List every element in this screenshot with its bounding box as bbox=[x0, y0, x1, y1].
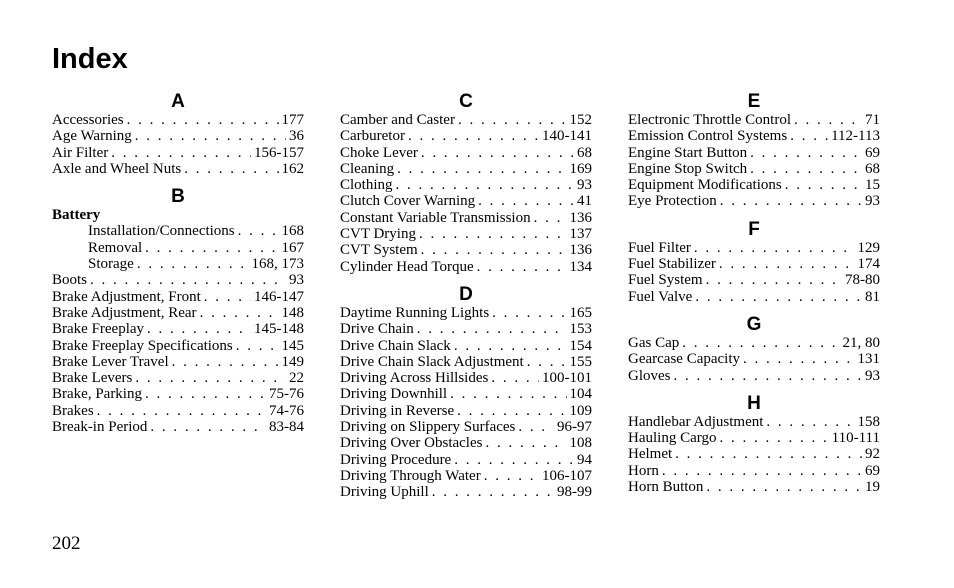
entry-name: Fuel System bbox=[628, 272, 703, 289]
entry-name: Cleaning bbox=[340, 160, 395, 177]
entry-name: Gloves bbox=[628, 367, 671, 384]
index-entry bbox=[52, 161, 304, 177]
entry-page: 108 bbox=[569, 435, 592, 452]
entry-page: 153 bbox=[569, 321, 592, 338]
dot-leader bbox=[477, 259, 567, 275]
entry-page: 129 bbox=[857, 239, 880, 256]
dot-leader bbox=[675, 446, 862, 462]
entry-page: 165 bbox=[569, 304, 592, 321]
entry-name: Camber and Caster bbox=[340, 112, 455, 128]
index-entry bbox=[628, 128, 880, 144]
index-entry bbox=[628, 145, 880, 161]
entry-page: 68 bbox=[865, 160, 880, 177]
entry-page: 136 bbox=[569, 242, 592, 259]
index-entry bbox=[628, 193, 880, 209]
index-entry bbox=[52, 403, 304, 419]
index-entry bbox=[340, 484, 592, 500]
index-entry bbox=[52, 305, 304, 321]
section-spacer bbox=[628, 305, 880, 314]
entry-name: Gearcase Capacity bbox=[628, 351, 741, 368]
entry-page: 110-111 bbox=[831, 430, 880, 447]
entry-name: Handlebar Adjustment bbox=[628, 413, 764, 430]
entry-name: Fuel Filter bbox=[628, 239, 691, 256]
entry-name: Gas Cap bbox=[628, 334, 680, 351]
section-letter: C bbox=[459, 91, 473, 112]
section-letter: H bbox=[747, 392, 761, 414]
dot-leader bbox=[397, 161, 566, 177]
dot-leader bbox=[743, 351, 854, 367]
index-entry bbox=[340, 354, 592, 370]
entry-page: 137 bbox=[569, 226, 592, 243]
index-entry bbox=[340, 112, 592, 128]
index-entry bbox=[340, 305, 592, 321]
dot-leader bbox=[478, 193, 574, 209]
index-entry bbox=[340, 145, 592, 161]
index-entry bbox=[52, 386, 304, 402]
entry-page: 131 bbox=[857, 351, 880, 368]
index-entry bbox=[340, 386, 592, 402]
entry-page: 92 bbox=[865, 446, 880, 463]
dot-leader bbox=[172, 354, 279, 370]
index-entry bbox=[628, 240, 880, 256]
entry-name: Clutch Cover Warning bbox=[340, 193, 476, 210]
dot-leader bbox=[682, 335, 839, 351]
entry-name: Brake Adjustment, Rear bbox=[52, 304, 197, 321]
index-entry bbox=[340, 210, 592, 226]
entry-page: 22 bbox=[289, 370, 304, 387]
dot-leader bbox=[534, 210, 567, 226]
entry-page: 78-80 bbox=[845, 272, 880, 289]
entry-page: 93 bbox=[577, 177, 592, 194]
index-entry bbox=[628, 368, 880, 384]
index-entry bbox=[52, 256, 304, 272]
entry-page: 136 bbox=[569, 209, 592, 226]
entry-name: Storage bbox=[88, 256, 134, 273]
entry-name: Clothing bbox=[340, 177, 393, 194]
entry-page: 71 bbox=[865, 112, 880, 128]
entry-page: 174 bbox=[857, 256, 880, 273]
entry-name: CVT Drying bbox=[340, 226, 416, 243]
dot-leader bbox=[766, 414, 854, 430]
entry-name: Fuel Stabilizer bbox=[628, 256, 716, 273]
dot-leader bbox=[454, 338, 567, 354]
entry-name: Hauling Cargo bbox=[628, 430, 717, 447]
entry-page: 168 bbox=[281, 223, 304, 240]
section-spacer bbox=[628, 384, 880, 393]
dot-leader bbox=[238, 223, 279, 239]
entry-name: Brake Levers bbox=[52, 370, 133, 387]
entry-page: 169 bbox=[569, 160, 592, 177]
entry-name: Brake, Parking bbox=[52, 386, 142, 403]
entry-name: Driving Through Water bbox=[340, 467, 481, 484]
dot-leader bbox=[454, 452, 574, 468]
section-spacer bbox=[340, 275, 592, 284]
dot-leader bbox=[421, 145, 574, 161]
index-entry bbox=[628, 272, 880, 288]
index-entry bbox=[340, 403, 592, 419]
index-entry bbox=[628, 256, 880, 272]
entry-name: Installation/Connections bbox=[88, 223, 235, 240]
index-entry bbox=[340, 226, 592, 242]
entry-name: Driving Over Obstacles bbox=[340, 435, 483, 452]
dot-leader bbox=[790, 128, 828, 144]
page-title: Index bbox=[52, 43, 128, 75]
dot-leader bbox=[750, 161, 862, 177]
entry-name: Driving Uphill bbox=[340, 484, 429, 501]
entry-name: Accessories bbox=[52, 112, 124, 128]
dot-leader bbox=[417, 321, 567, 337]
entry-name: Helmet bbox=[628, 446, 673, 463]
index-entry bbox=[340, 321, 592, 337]
entry-page: 168, 173 bbox=[251, 256, 304, 273]
dot-leader bbox=[674, 368, 863, 384]
index-entry bbox=[340, 161, 592, 177]
index-entry bbox=[340, 468, 592, 484]
dot-leader bbox=[706, 272, 842, 288]
dot-leader bbox=[421, 242, 567, 258]
index-entry bbox=[52, 289, 304, 305]
entry-page: 96-97 bbox=[557, 419, 592, 436]
index-entry bbox=[340, 128, 592, 144]
entry-name: Removal bbox=[88, 239, 143, 256]
index-entry bbox=[340, 452, 592, 468]
entry-page: 146-147 bbox=[254, 288, 304, 305]
index-entry bbox=[628, 414, 880, 430]
entry-name: Eye Protection bbox=[628, 193, 717, 210]
section-spacer bbox=[628, 210, 880, 219]
entry-page: 145 bbox=[281, 337, 304, 354]
index-entry bbox=[52, 223, 304, 239]
index-entry bbox=[628, 177, 880, 193]
entry-name: Electronic Throttle Control bbox=[628, 112, 792, 128]
index-entry bbox=[52, 419, 304, 435]
entry-page: 140-141 bbox=[542, 128, 592, 145]
entry-name: CVT System bbox=[340, 242, 418, 259]
entry-page: 104 bbox=[569, 386, 592, 403]
entry-name: Constant Variable Transmission bbox=[340, 209, 531, 226]
entry-name: Carburetor bbox=[340, 128, 405, 145]
entry-name: Fuel Valve bbox=[628, 288, 693, 305]
entry-page: 149 bbox=[281, 353, 304, 370]
entry-page: 106-107 bbox=[542, 467, 592, 484]
dot-leader bbox=[750, 145, 862, 161]
entry-page: 152 bbox=[569, 112, 592, 128]
index-entry bbox=[340, 193, 592, 209]
entry-name: Engine Stop Switch bbox=[628, 160, 748, 177]
index-entry bbox=[628, 112, 880, 128]
section-letter: B bbox=[171, 186, 185, 208]
entry-page: 177 bbox=[281, 112, 304, 128]
entry-page: 81 bbox=[865, 288, 880, 305]
entry-page: 19 bbox=[865, 479, 880, 496]
dot-leader bbox=[491, 370, 539, 386]
entry-name: Brake Freeplay bbox=[52, 321, 145, 338]
entry-name: Brake Lever Travel bbox=[52, 353, 169, 370]
dot-leader bbox=[127, 112, 279, 128]
entry-name: Cylinder Head Torque bbox=[340, 258, 474, 275]
dot-leader bbox=[695, 289, 862, 305]
entry-name: Driving Across Hillsides bbox=[340, 370, 489, 387]
entry-name: Brake Adjustment, Front bbox=[52, 288, 201, 305]
entry-page: 109 bbox=[569, 402, 592, 419]
dot-leader bbox=[145, 240, 278, 256]
entry-page: 134 bbox=[569, 258, 592, 275]
dot-leader bbox=[492, 305, 566, 321]
entry-page: 69 bbox=[865, 462, 880, 479]
page-number: 202 bbox=[52, 533, 81, 554]
dot-leader bbox=[150, 419, 266, 435]
index-entry bbox=[52, 338, 304, 354]
section-letter: A bbox=[171, 91, 185, 112]
entry-page: 154 bbox=[569, 337, 592, 354]
entry-name: Age Warning bbox=[52, 128, 132, 145]
index-entry bbox=[52, 272, 304, 288]
entry-name: Brake Freeplay Specifications bbox=[52, 337, 233, 354]
dot-leader bbox=[236, 338, 279, 354]
dot-leader bbox=[432, 484, 554, 500]
dot-leader bbox=[785, 177, 862, 193]
index-entry bbox=[52, 321, 304, 337]
index-entry bbox=[52, 240, 304, 256]
entry-name: Drive Chain Slack Adjustment bbox=[340, 353, 524, 370]
dot-leader bbox=[408, 128, 539, 144]
entry-name: Drive Chain bbox=[340, 321, 414, 338]
index-entry bbox=[340, 435, 592, 451]
entry-name: Brakes bbox=[52, 402, 94, 419]
section-spacer bbox=[52, 177, 304, 186]
dot-leader bbox=[720, 193, 862, 209]
entry-page: 74-76 bbox=[269, 402, 304, 419]
dot-leader bbox=[135, 128, 286, 144]
entry-page: 93 bbox=[865, 367, 880, 384]
entry-page: 112-113 bbox=[831, 128, 880, 145]
index-entry bbox=[340, 338, 592, 354]
entry-page: 93 bbox=[865, 193, 880, 210]
index-entry bbox=[628, 430, 880, 446]
entry-page: 158 bbox=[857, 413, 880, 430]
entry-name: Driving in Reverse bbox=[340, 402, 455, 419]
entry-name: Air Filter bbox=[52, 144, 109, 161]
entry-page: 162 bbox=[281, 160, 304, 177]
section-letter: G bbox=[746, 313, 762, 335]
dot-leader bbox=[97, 403, 266, 419]
entry-page: 21, 80 bbox=[842, 334, 880, 351]
index-entry bbox=[340, 242, 592, 258]
index-subheading: Battery bbox=[52, 207, 101, 224]
entry-page: 15 bbox=[865, 177, 880, 194]
index-entry bbox=[628, 446, 880, 462]
entry-page: 100-101 bbox=[542, 370, 592, 387]
index-column-2 bbox=[340, 91, 592, 501]
index-entry bbox=[628, 463, 880, 479]
entry-page: 93 bbox=[289, 272, 304, 289]
dot-leader bbox=[145, 386, 266, 402]
dot-leader bbox=[450, 386, 566, 402]
dot-leader bbox=[518, 419, 554, 435]
index-column-3 bbox=[628, 91, 880, 495]
dot-leader bbox=[111, 145, 251, 161]
entry-name: Emission Control Systems bbox=[628, 128, 788, 145]
index-entry bbox=[628, 161, 880, 177]
entry-name: Equipment Modifications bbox=[628, 177, 782, 194]
entry-name: Boots bbox=[52, 272, 88, 289]
entry-name: Drive Chain Slack bbox=[340, 337, 451, 354]
entry-name: Driving Downhill bbox=[340, 386, 448, 403]
dot-leader bbox=[137, 256, 249, 272]
entry-page: 69 bbox=[865, 144, 880, 161]
index-entry bbox=[52, 128, 304, 144]
entry-name: Break-in Period bbox=[52, 419, 148, 436]
index-entry bbox=[52, 112, 304, 128]
entry-page: 83-84 bbox=[269, 419, 304, 436]
entry-page: 145-148 bbox=[254, 321, 304, 338]
index-entry bbox=[628, 289, 880, 305]
section-letter: F bbox=[748, 218, 760, 240]
index-entry bbox=[52, 370, 304, 386]
entry-name: Choke Lever bbox=[340, 144, 418, 161]
dot-leader bbox=[90, 272, 286, 288]
index-entry bbox=[340, 259, 592, 275]
dot-leader bbox=[204, 289, 251, 305]
section-letter: E bbox=[747, 91, 761, 112]
dot-leader bbox=[396, 177, 574, 193]
entry-page: 41 bbox=[577, 193, 592, 210]
entry-page: 68 bbox=[577, 144, 592, 161]
entry-name: Daytime Running Lights bbox=[340, 304, 490, 321]
entry-page: 167 bbox=[281, 239, 304, 256]
dot-leader bbox=[694, 240, 855, 256]
entry-page: 148 bbox=[281, 304, 304, 321]
dot-leader bbox=[457, 403, 566, 419]
index-entry bbox=[52, 145, 304, 161]
dot-leader bbox=[794, 112, 862, 128]
entry-page: 94 bbox=[577, 451, 592, 468]
dot-leader bbox=[706, 479, 862, 495]
index-column-1 bbox=[52, 91, 304, 435]
index-entry bbox=[628, 479, 880, 495]
entry-page: 75-76 bbox=[269, 386, 304, 403]
entry-name: Engine Start Button bbox=[628, 144, 748, 161]
dot-leader bbox=[147, 321, 251, 337]
dot-leader bbox=[458, 112, 567, 128]
dot-leader bbox=[527, 354, 567, 370]
entry-page: 36 bbox=[289, 128, 304, 145]
dot-leader bbox=[719, 256, 855, 272]
dot-leader bbox=[485, 435, 566, 451]
dot-leader bbox=[484, 468, 539, 484]
entry-name: Axle and Wheel Nuts bbox=[52, 160, 182, 177]
section-letter: D bbox=[459, 283, 473, 305]
entry-page: 156-157 bbox=[254, 144, 304, 161]
index-entry bbox=[628, 335, 880, 351]
dot-leader bbox=[200, 305, 279, 321]
index-entry bbox=[340, 419, 592, 435]
index-entry bbox=[340, 177, 592, 193]
index-entry bbox=[52, 354, 304, 370]
entry-name: Horn bbox=[628, 462, 659, 479]
entry-name: Horn Button bbox=[628, 479, 704, 496]
dot-leader bbox=[135, 370, 286, 386]
dot-leader bbox=[662, 463, 862, 479]
entry-name: Driving Procedure bbox=[340, 451, 452, 468]
dot-leader bbox=[184, 161, 278, 177]
dot-leader bbox=[419, 226, 567, 242]
dot-leader bbox=[719, 430, 828, 446]
entry-page: 98-99 bbox=[557, 484, 592, 501]
index-entry bbox=[340, 370, 592, 386]
entry-page: 155 bbox=[569, 353, 592, 370]
entry-name: Driving on Slippery Surfaces bbox=[340, 419, 516, 436]
index-entry bbox=[628, 351, 880, 367]
